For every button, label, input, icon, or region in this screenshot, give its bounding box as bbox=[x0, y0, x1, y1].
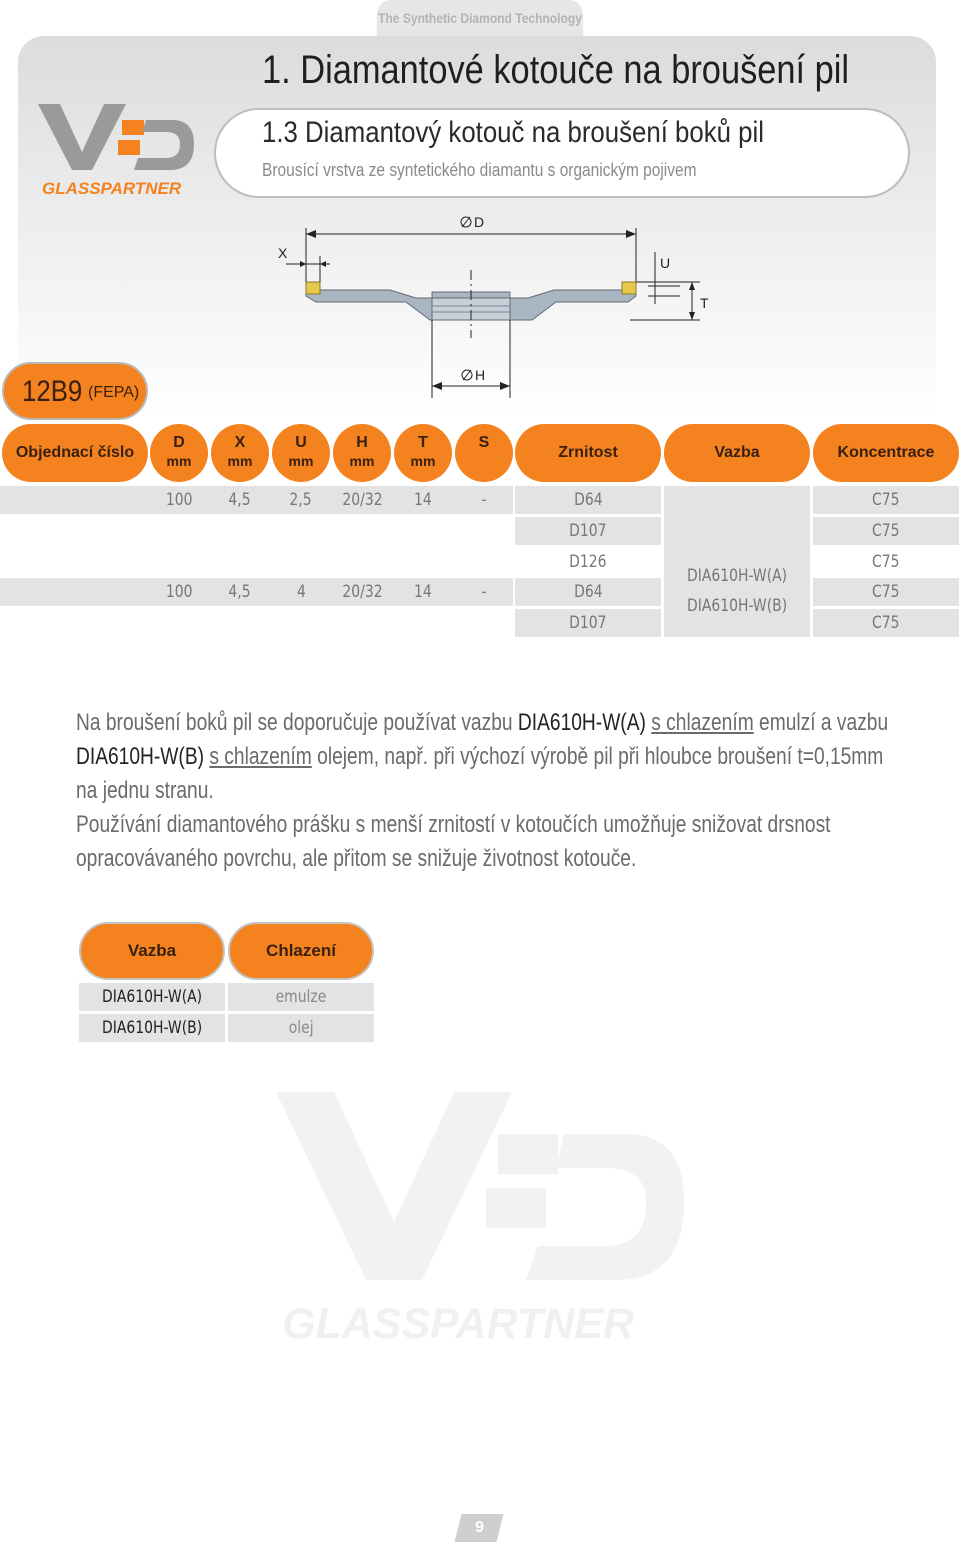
product-code: 12B9 bbox=[22, 375, 83, 408]
watermark-text: GLASSPARTNER bbox=[282, 1300, 634, 1342]
row-1-s: - bbox=[481, 490, 487, 510]
cooling-row-2-bond: DIA610H-W(B) bbox=[79, 1014, 225, 1042]
vhd-logo bbox=[38, 104, 198, 200]
page-title: 1. Diamantové kotouče na broušení pil bbox=[262, 48, 850, 92]
section-description: Brousící vrstva ze syntetického diamantu s organickým pojivem bbox=[262, 160, 697, 180]
row-1-h: 20/32 bbox=[341, 490, 383, 510]
header-grain: Zrnitost bbox=[515, 424, 661, 482]
watermark-logo bbox=[276, 1092, 686, 1342]
row-2-u: 4 bbox=[296, 582, 306, 602]
cooling-row-1-bond: DIA610H-W(A) bbox=[79, 983, 225, 1011]
conc-4: C75 bbox=[872, 582, 900, 602]
product-type-badge bbox=[2, 362, 148, 420]
page-number: 9 bbox=[455, 1514, 504, 1542]
header-s: S bbox=[455, 424, 513, 482]
cooling-row-2-cooling: olej bbox=[228, 1014, 374, 1042]
paragraph-line-5: opracovávaného povrchu, ale přitom se snižuje životnost kotouče. bbox=[76, 845, 637, 872]
label-u: U bbox=[660, 255, 671, 271]
paragraph-line-3: na jednu stranu. bbox=[76, 777, 214, 804]
row-1-u: 2,5 bbox=[289, 490, 313, 510]
row-2-d: 100 bbox=[165, 582, 193, 602]
row-1-t: 14 bbox=[414, 490, 432, 510]
row-1-d: 100 bbox=[165, 490, 193, 510]
tagline: The Synthetic Diamond Technology bbox=[377, 0, 583, 36]
logo-text: GLASSPARTNER bbox=[42, 179, 182, 198]
header-x: X mm bbox=[211, 424, 269, 482]
paragraph-line-1: Na broušení boků pil se doporučuje používat vazbu DIA610H-W(A) s chlazením emulzí a vazbu bbox=[76, 709, 889, 736]
row-2-t: 14 bbox=[414, 582, 432, 602]
paragraph-line-2: DIA610H-W(B) s chlazením olejem, např. při výchozí výrobě pil při hloubce broušení t=0,15mm bbox=[76, 743, 884, 770]
grain-4: D64 bbox=[573, 582, 603, 602]
row-2-h: 20/32 bbox=[341, 582, 383, 602]
grain-3: D126 bbox=[569, 552, 607, 572]
conc-5: C75 bbox=[872, 613, 900, 633]
bond-2: DIA610H-W(B) bbox=[686, 596, 788, 616]
wheel-diagram bbox=[260, 208, 720, 408]
row-1-x: 4,5 bbox=[228, 490, 252, 510]
header-order: Objednací číslo bbox=[2, 424, 148, 482]
cooling-header-bond: Vazba bbox=[79, 922, 225, 980]
header-u: U mm bbox=[272, 424, 330, 482]
label-t: T bbox=[700, 295, 709, 311]
header-bond: Vazba bbox=[664, 424, 810, 482]
header-concentration: Koncentrace bbox=[813, 424, 959, 482]
label-d: D bbox=[474, 214, 485, 230]
label-x: X bbox=[278, 245, 288, 261]
conc-1: C75 bbox=[872, 490, 900, 510]
header-d: D mm bbox=[150, 424, 208, 482]
conc-2: C75 bbox=[872, 521, 900, 541]
grain-5: D107 bbox=[569, 613, 607, 633]
grain-2: D107 bbox=[569, 521, 607, 541]
row-2-x: 4,5 bbox=[228, 582, 252, 602]
header-t: T mm bbox=[394, 424, 452, 482]
label-h: H bbox=[475, 367, 486, 383]
row-2-s: - bbox=[481, 582, 487, 602]
section-title: 1.3 Diamantový kotouč na broušení boků pil bbox=[262, 116, 764, 149]
cooling-row-1-cooling: emulze bbox=[228, 983, 374, 1011]
paragraph-line-4: Používání diamantového prášku s menší zrnitostí v kotoučích umožňuje snižovat drsnost bbox=[76, 811, 831, 838]
product-standard: (FEPA) bbox=[88, 384, 140, 401]
cooling-header-cooling: Chlazení bbox=[228, 922, 374, 980]
conc-3: C75 bbox=[872, 552, 900, 572]
bond-1: DIA610H-W(A) bbox=[686, 566, 788, 586]
grain-1: D64 bbox=[573, 490, 603, 510]
header-h: H mm bbox=[333, 424, 391, 482]
